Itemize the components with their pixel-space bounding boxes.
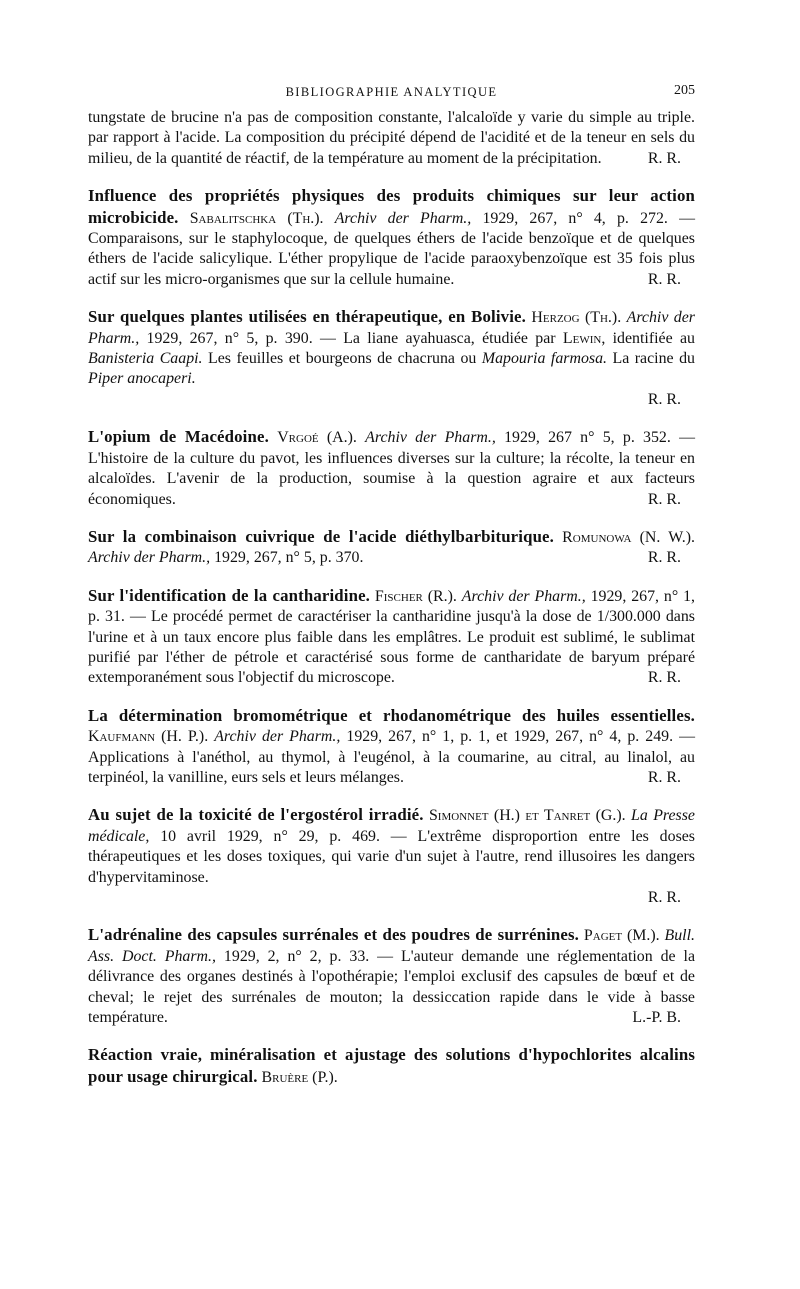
entry-citation-4: La racine du bbox=[612, 350, 695, 368]
intro-text: tungstate de brucine n'a pas de composition constante, l'alcaloïde y varie du simple au triple. par rapport à l'acide. La composition du précipité dépend de l'acidité et de la teneur en sels du milieu, de la quantité de réactif, de la température au moment de la précipitation. bbox=[88, 109, 695, 167]
entry-title: Sur quelques plantes utilisées en thérapeutique, en Bolivie. bbox=[88, 307, 526, 327]
entry-citation: 1929, 267, n° 1, p. 31. — Le procédé permet de caractériser la cantharidine jusqu'à la dose de 1/300.000 dans l'urine et à un taux encore plus faible dans les emplâtres. Le produit est sublimé, le sublimat purifié par l'éther de pétrole et caractérisé sous forme de cantharidate de baryum préparé extemporanément sous l'objectif du microscope. bbox=[88, 587, 695, 687]
intro-initials: R. R. bbox=[647, 149, 681, 167]
intro-paragraph bbox=[88, 108, 695, 169]
entry-citation: 10 avril 1929, n° 29, p. 469. — L'extrême disproportion entre les doses thérapeutiques et les doses toxiques, qui varie d'un sujet à l'autre, rend illusoires les dangers d'hypervitaminose. bbox=[88, 827, 695, 886]
entry-initials: R. R. bbox=[647, 768, 681, 786]
entry-citation: 1929, 267, n° 5, p. 390. — La liane ayahuasca, étudiée par bbox=[146, 329, 556, 347]
entry-citation: 1929, 2, n° 2, p. 33. — L'auteur demande une réglementation de la délivrance des organes destinés à l'opothérapie; l'emploi exclusif des capsules de bœuf et de cheval; le rejet des surrénales de mouton; la dessiccation rapide dans le vide à basse température. bbox=[88, 947, 695, 1027]
running-title: BIBLIOGRAPHIE ANALYTIQUE bbox=[285, 85, 498, 99]
entry-initials: R. R. bbox=[647, 490, 681, 508]
entry-5 bbox=[88, 706, 695, 789]
entry-initials: R. R. bbox=[647, 270, 681, 288]
entry-title: Sur la combinaison cuivrique de l'acide diéthylbarbiturique. bbox=[88, 526, 554, 546]
entry-1 bbox=[88, 307, 695, 410]
page-number: 205 bbox=[674, 83, 695, 98]
entry-title: Réaction vraie, minéralisation et ajustage des solutions d'hypochlorites alcalins pour usage chirurgical. bbox=[88, 1045, 695, 1086]
entry-author: Vrgoé (A.). bbox=[277, 429, 357, 447]
entry-author: Paget (M.). bbox=[583, 927, 660, 945]
entry-plant-3: Piper anocaperi. bbox=[88, 370, 196, 388]
entry-journal: Archiv der Pharm., bbox=[365, 429, 496, 447]
document-page bbox=[88, 80, 695, 1088]
entry-journal: Bull. Ass. Doct. Pharm., bbox=[88, 927, 695, 965]
entry-6 bbox=[88, 805, 695, 908]
entry-citation: 1929, 267, n° 1, p. 1, et 1929, 267, n° 4, p. 249. — Applications à l'anéthol, au thymol, à l'eugénol, à la coumarine, au citral, au linalol, au terpinéol, la vanilline, eurs sels et leurs mélanges. bbox=[88, 728, 695, 786]
entry-citation: 1929, 267 n° 5, p. 352. — L'histoire de la culture du pavot, les influences diverses sur la culture; la récolte, la teneur en alcaloïdes. L'avenir de la production, soumise à la question agraire et aux facteurs économiques. bbox=[88, 429, 695, 508]
entry-3 bbox=[88, 527, 695, 569]
entry-title: L'adrénaline des capsules surrénales et des poudres de surrénines. bbox=[88, 925, 580, 945]
entry-author: Bruère (P.). bbox=[261, 1068, 338, 1086]
entry-initials: R. R. bbox=[647, 549, 681, 567]
entry-journal: Archiv der Pharm., bbox=[88, 549, 211, 567]
entry-initials: R. R. bbox=[647, 889, 681, 906]
entry-title: L'opium de Macédoine. bbox=[88, 427, 269, 447]
entry-journal: Archiv der Pharm., bbox=[334, 209, 472, 227]
entry-journal: Archiv der Pharm., bbox=[461, 587, 586, 605]
entry-7 bbox=[88, 925, 695, 1028]
entry-initials: L.-P. B. bbox=[632, 1009, 681, 1027]
entry-citation-2: identifiée au bbox=[612, 329, 695, 347]
entry-initials: R. R. bbox=[647, 390, 681, 408]
entry-ref-author: Lewin, bbox=[562, 329, 606, 347]
entry-author: Kaufmann (H. P.). bbox=[88, 728, 209, 746]
entry-author: Romunowa (N. W.). bbox=[562, 528, 695, 546]
entry-0 bbox=[88, 186, 695, 290]
entry-plant-1: Banisteria Caapi. bbox=[88, 350, 203, 368]
entry-citation: 1929, 267, n° 5, p. 370. bbox=[214, 549, 364, 567]
entry-citation: 1929, 267, n° 4, p. 272. — Comparaisons, sur le staphylocoque, de quelques éthers de l'acide benzoïque et de quelques éthers de l'acide salicylique. L'éther propylique de l'acide paraoxybenzoïque est 35 fois plus actif sur les micro-organismes que sur la cellule humaine. bbox=[88, 209, 695, 288]
page-header bbox=[88, 80, 695, 102]
entry-title: Influence des propriétés physiques des produits chimiques sur leur action microbicide. bbox=[88, 186, 695, 227]
entry-title: Au sujet de la toxicité de l'ergostérol irradié. bbox=[88, 805, 424, 825]
entry-author: Simonnet (H.) et Tanret (G.). bbox=[428, 807, 626, 825]
entry-initials: R. R. bbox=[647, 669, 681, 687]
entry-2 bbox=[88, 427, 695, 510]
entry-author: Herzog (Th.). bbox=[531, 309, 622, 327]
entry-8 bbox=[88, 1045, 695, 1088]
entry-author: Sabalitschka (Th.). bbox=[189, 209, 324, 227]
entry-title: La détermination bromométrique et rhodanométrique des huiles essentielles. bbox=[88, 705, 695, 725]
entry-4 bbox=[88, 586, 695, 689]
entry-journal: Archiv der Pharm., bbox=[88, 309, 695, 347]
entry-citation-3: Les feuilles et bourgeons de chacruna ou bbox=[208, 350, 477, 368]
entry-journal: La Presse médicale, bbox=[88, 807, 695, 845]
entry-author: Fischer (R.). bbox=[374, 587, 457, 605]
entry-plant-2: Mapouria farmosa. bbox=[481, 350, 607, 368]
entry-journal: Archiv der Pharm., bbox=[214, 728, 341, 746]
entry-title: Sur l'identification de la cantharidine. bbox=[88, 585, 371, 605]
